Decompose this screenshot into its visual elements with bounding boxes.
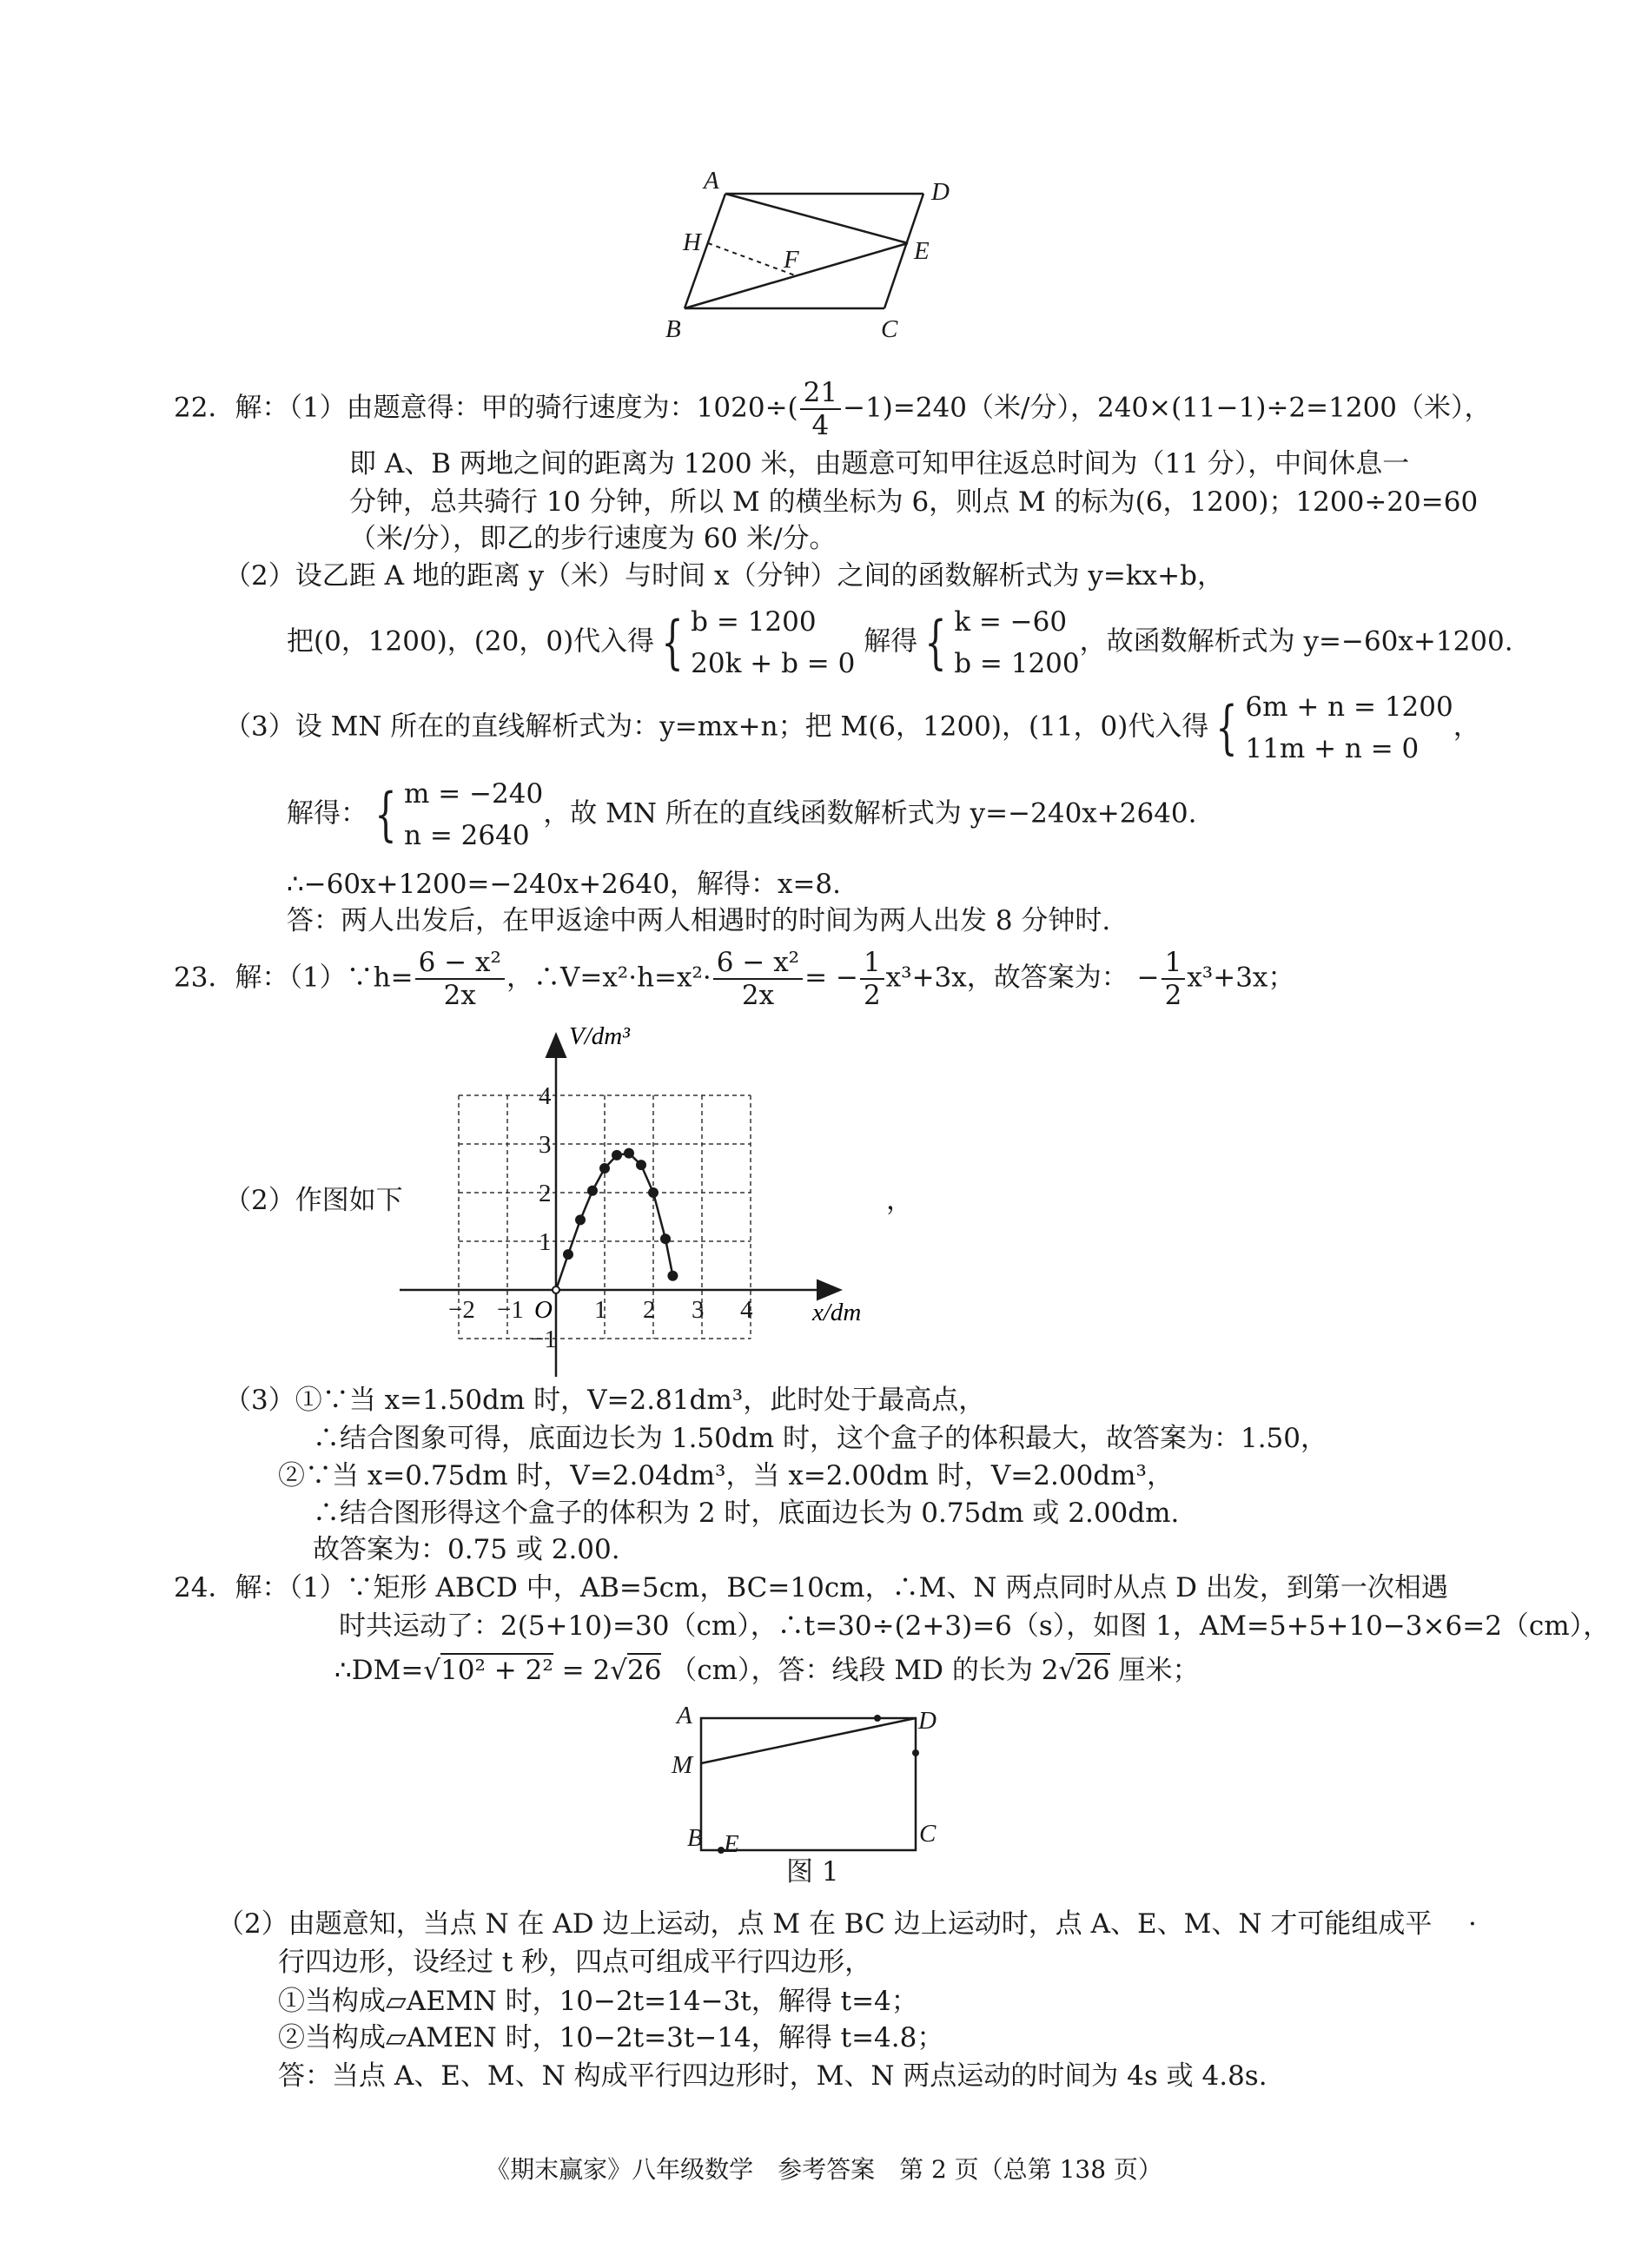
q24-part2-dot: · (1468, 1908, 1477, 1940)
q23-part2: （2）作图如下 (224, 1185, 403, 1216)
data-point (637, 1160, 645, 1169)
q24-answer: 答：当点 A、E、M、N 构成平行四边形时，M、N 两点运动的时间为 4s 或 4.8s. (278, 2060, 1267, 2092)
volume-curve (556, 1154, 672, 1290)
x-tick-label: 3 (692, 1296, 705, 1324)
x-tick-label: 1 (594, 1296, 607, 1324)
sqrt: √26 (610, 1655, 662, 1686)
data-point (564, 1250, 572, 1259)
label-C: C (919, 1820, 937, 1848)
data-point (600, 1164, 609, 1173)
label-F: F (784, 246, 799, 274)
q22-part3-line1: （3）设 MN 所在的直线解析式为：y=mx+n；把 M(6，1200)，(11，0)代入得 { 6m + n = 1200 11m + n = 0 ， (224, 686, 1480, 770)
volume-graph (395, 1012, 899, 1385)
figure-caption: 图 1 (786, 1856, 839, 1888)
fraction: $\frac{\text{6 − x²}}{2x}$ (415, 947, 505, 1011)
origin-label: O (534, 1296, 553, 1324)
fraction: $\frac{1}{2}$ (1162, 947, 1186, 1011)
q23-answer: 故答案为：0.75 或 2.00. (313, 1534, 620, 1565)
sqrt: √26 (1058, 1655, 1110, 1686)
label-D: D (931, 178, 950, 206)
data-point (649, 1188, 658, 1197)
label-M: M (672, 1751, 693, 1779)
q23-part3-line2: ∴结合图象可得，底面边长为 1.50dm 时，这个盒子的体积最大，故答案为：1.50， (313, 1423, 1327, 1454)
q22-answer: 答：两人出发后，在甲返途中两人相遇时的时间为两人出发 8 分钟时. (287, 905, 1111, 936)
q23-part2-comma: ， (886, 1185, 913, 1216)
q24-part2-line2: 行四边形，设经过 t 秒，四点可组成平行四边形， (278, 1947, 872, 1978)
label-A: A (677, 1702, 692, 1729)
q24-line2: 时共运动了：2(5+10)=30（cm），∴t=30÷(2+3)=6（s），如图 1，AM=5+5+10−3×6=2（cm）， (339, 1610, 1611, 1642)
rectangle-figure (665, 1692, 951, 1866)
label-B: B (665, 315, 681, 343)
data-point (553, 1286, 559, 1293)
label-H: H (683, 228, 701, 256)
parallelogram-figure (660, 165, 973, 347)
fraction: $\frac{1}{2}$ (860, 947, 884, 1011)
page-footer: 《期末赢家》八年级数学 参考答案 第 2 页（总第 138 页） (486, 2155, 1162, 2184)
q23-line1: 23．解：（1）∵h= $\frac{\text{6 − x²}}{2x}$ ，∴V=x²·h=x²· $\frac{\text{6 − x²}}{2x}$ = − $\frac{1}{2}$ x³+3x，故答案为： − $\frac{1}{2}$ x³+3x； (174, 947, 1295, 1011)
data-point (668, 1272, 677, 1280)
q24-line3: ∴DM=√10² + 2² = 2√26 （cm），答：线段 MD 的长为 2√26 厘米； (334, 1655, 1200, 1686)
label-A: A (704, 167, 719, 195)
solution-system: { m = −240 n = 2640 (374, 778, 544, 851)
x-tick-label: 2 (643, 1296, 656, 1324)
q22-label: 22．解： (174, 392, 289, 424)
fraction: $\frac{21}{4}$ (800, 377, 841, 441)
q23-part3-line4: ∴结合图形得这个盒子的体积为 2 时，底面边长为 0.75dm 或 2.00dm. (313, 1498, 1180, 1529)
equation-system: { b = 1200 20k + b = 0 (661, 606, 856, 679)
q24-part2-line4: ②当构成▱AMEN 时，10−2t=3t−14，解得 t=4.8； (278, 2022, 944, 2053)
q22-part3-line2: 解得： { m = −240 n = 2640 ，故 MN 所在的直线函数解析式为 y=−240x+2640. (287, 773, 1197, 856)
label-D: D (918, 1707, 937, 1735)
q22-line3: 分钟，总共骑行 10 分钟，所以 M 的横坐标为 6，则点 M 的标为(6，1200)；1200÷20=60 (349, 486, 1479, 518)
q22-part2-line1: （2）设乙距 A 地的距离 y（米）与时间 x（分钟）之间的函数解析式为 y=kx+b， (224, 560, 1224, 592)
data-point (588, 1187, 597, 1195)
data-point (661, 1234, 670, 1243)
label-E: E (724, 1830, 739, 1858)
equation-system: { 6m + n = 1200 11m + n = 0 (1215, 691, 1453, 764)
sqrt: √10² + 2² (423, 1655, 553, 1686)
q24-part2-line3: ①当构成▱AEMN 时，10−2t=14−3t，解得 t=4； (278, 1986, 918, 2017)
y-tick-label: 1 (539, 1228, 552, 1256)
y-tick-label: 2 (539, 1180, 552, 1207)
q24-part2-line1: （2）由题意知，当点 N 在 AD 边上运动，点 M 在 BC 边上运动时，点 A、E、M、N 才可能组成平 (217, 1908, 1433, 1940)
x-tick-label: 4 (740, 1296, 753, 1324)
fraction: $\frac{\text{6 − x²}}{2x}$ (713, 947, 803, 1011)
q24-line1: 24．解：（1）∵矩形 ABCD 中，AB=5cm，BC=10cm，∴M、N 两点同时从点 D 出发，到第一次相遇 (174, 1572, 1448, 1603)
q22-line2: 即 A、B 两地之间的距离为 1200 米，由题意可知甲往返总时间为（11 分），中间休息一 (349, 448, 1410, 479)
y-tick-label: 4 (539, 1082, 552, 1110)
y-tick-label: 3 (539, 1131, 552, 1159)
q23-part3-line3: ②∵当 x=0.75dm 时，V=2.04dm³，当 x=2.00dm 时，V=2.00dm³， (278, 1460, 1174, 1491)
solution-system: { k = −60 b = 1200 (924, 606, 1080, 679)
data-point (612, 1151, 621, 1160)
label-B: B (687, 1824, 703, 1852)
data-point (625, 1149, 633, 1158)
q23-part3-line1: （3）①∵当 x=1.50dm 时，V=2.81dm³，此时处于最高点， (224, 1385, 986, 1416)
x-tick-label: −1 (497, 1296, 524, 1324)
data-point (576, 1215, 585, 1224)
y-tick-label: −1 (530, 1326, 557, 1353)
y-axis-label: V/dm³ (569, 1022, 630, 1050)
q22-part2-line2: 把(0，1200)，(20，0)代入得 { b = 1200 20k + b = 0 解得 { k = −60 b = 1200 ，故函数解析式为 y=−60x+1200. (287, 601, 1513, 684)
label-C: C (881, 315, 898, 343)
q22-line4: （米/分），即乙的步行速度为 60 米/分。 (349, 523, 837, 554)
label-E: E (914, 237, 930, 265)
x-axis-label: x/dm (812, 1299, 862, 1326)
q22-part3-line3: ∴−60x+1200=−240x+2640，解得：x=8. (287, 869, 841, 900)
x-tick-label: −2 (448, 1296, 475, 1324)
q22-line1: 22．解：（1）由题意得：甲的骑行速度为：1020÷( $\frac{21}{4}$ −1)=240（米/分），240×(11−1)÷2=1200（米）， (174, 377, 1492, 441)
